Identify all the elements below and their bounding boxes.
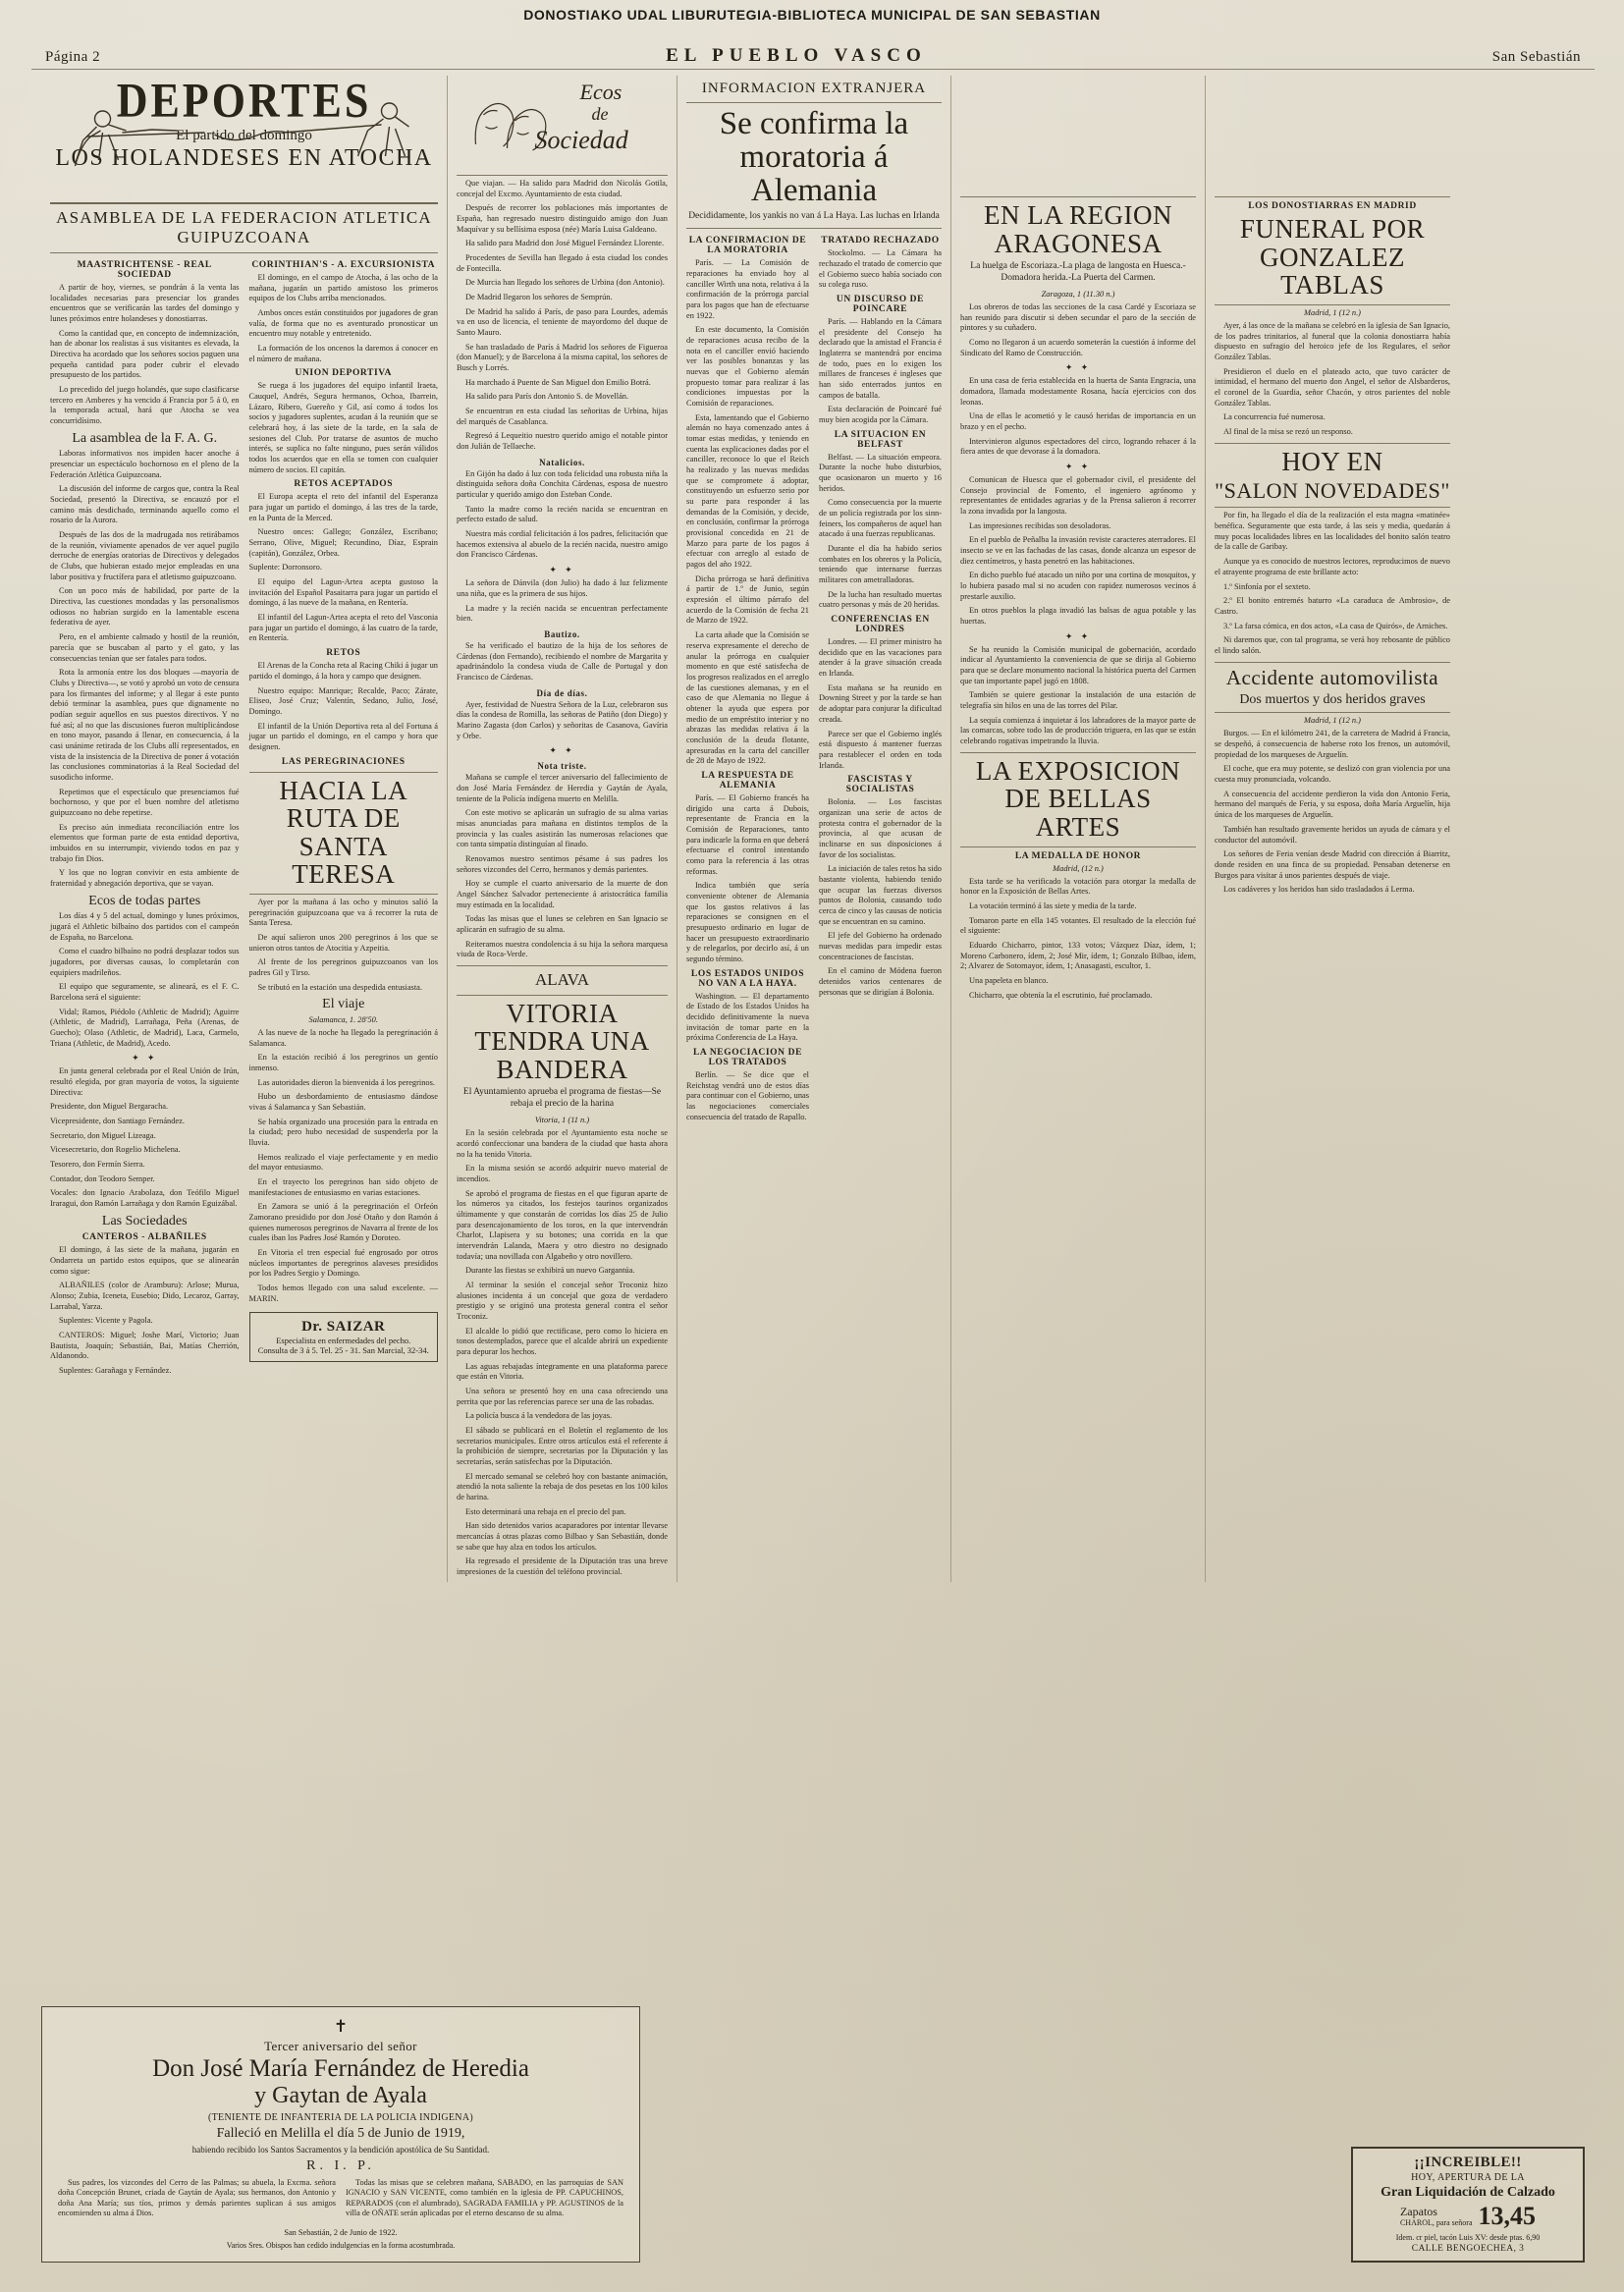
divider <box>1215 196 1450 197</box>
paragraph: En Gijón ha dado á luz con toda felicidad una robusta niña la distinguida señora doña Conchita Cárdenas, esposa de nuestro particular y querido amigo don Esteban Conde. <box>457 468 668 500</box>
paragraph: Comunican de Huesca que el gobernador civil, el presidente del Consejo provincial de Fomento, el ingeniero agrónomo y representantes de entidades agrarias y de la Prensa salieron á recorrer la zona invadida por la langosta. <box>960 475 1196 517</box>
paragraph: CANTEROS: Miguel; Joshe Marí, Victorio; Juan Bautista, Joaquín; Sebastián, Bai, Matías Cherrión, Aldanondo. <box>50 1331 240 1361</box>
city-label: San Sebastián <box>1491 49 1581 65</box>
paragraph: Al final de la misa se rezó un responso. <box>1223 426 1353 436</box>
paragraph: Una papeleta en blanco. <box>969 976 1049 986</box>
paper-title: EL PUEBLO VASCO <box>666 45 927 66</box>
svg-text:Ecos: Ecos <box>579 80 623 104</box>
col1-left <box>50 256 240 1381</box>
paragraph: Que viajan. — Ha salido para Madrid don Nicolás Gotila, concejal del Excmo. Ayuntamiento de esta ciudad. <box>457 179 668 198</box>
paragraph: Belfast. — La situación empeora. Durante la noche hubo disturbios, que ocasionaron un muerto y 16 heridos. <box>819 452 942 493</box>
paragraph: Suplente: Dorronsoro. <box>248 563 322 573</box>
paragraph: La formación de los oncenos la daremos á conocer en el número de mañana. <box>248 344 438 363</box>
ad-price: 13,45 <box>1478 2202 1537 2230</box>
divider <box>457 175 668 176</box>
column-1 <box>41 76 447 1582</box>
paragraph: ALBAÑILES (color de Aramburu): Arlose; Murua, Alonso; Zubia, Iceneta, Eusebio; Dido, Lecaroz, Garray, Larrabal, Yarza. <box>50 1281 240 1311</box>
obituary-name-line1: Don José María Fernández de Heredia <box>152 2055 529 2082</box>
accidente-headline: Accidente automovilista <box>1225 665 1439 689</box>
paragraph: Procedentes de Sevilla han llegado á esta ciudad los condes de Fontecilla. <box>457 253 668 273</box>
paragraph: Es preciso aún inmediata reconciliación entre los elementos que forman parte de esta entidad deportiva, imbuidos en su interrumpir, viviendo todos en paz y trabajo fin Dios. <box>50 822 240 863</box>
paragraph: Todas las misas que se celebren mañana, SABADO, en las parroquias de SAN IGNACIO y SAN VICENTE, como también en la iglesia de PP. CAPUCHINOS, REPARADOS (con el alumbrado), SAGRADA FAMILIA y PP. AGUSTINOS de la villa de OÑATE serán aplicadas por el eterno descanso de su alma. <box>346 2177 623 2218</box>
paragraph: Rota la armonía entre los dos bloques —mayoría de Clubs y Directiva—, se votó y aprobó un voto de censura para los firmantes del informe; y al llegar á este punto debió terminar la asamblea, pues que dignamente no podían seguir aquellos en sus puestos directivos. Y no fué así; al no que las discusiones fueron multiplicándose en tono mayor, pasando á llenar, en consecuencia, á la casi unánime retirada de los Clubs allí representados, en vista de la insistencia de la Directiva de poner á votación las conclusiones comminatorias á la Real Sociedad del susodicho informe. <box>50 668 240 782</box>
paragraph: Tomaron parte en ella 145 votantes. El resultado de la elección fué el siguiente: <box>960 915 1196 936</box>
paragraph: Las autoridades dieron la bienvenida á los peregrinos. <box>257 1077 435 1087</box>
subhead-bautizo: Bautizo. <box>544 628 580 639</box>
paragraph: El Arenas de la Concha reta al Racing Chiki á jugar un partido el domingo, á la hora y campo que designen. <box>248 661 438 681</box>
paragraph: Se aprobó el programa de fiestas en el que figuran aparte de los números ya citados, los festejos taurinos organizados últimamente y que constarán de corridas los días 25 de Julio para desencajonamiento de los toros, en la que intervendrán Charlot, Llapisera y su botones; una corrida en la que intervendrán Lalanda, Maera y otro diestro no designado todavía; una novillada con Algabeño y otro novillero. <box>457 1188 668 1261</box>
paragraph: En otros pueblos la plaga invadió las balsas de agua potable y las huertas. <box>960 606 1196 627</box>
paragraph: De aquí salieron unos 200 peregrinos á los que se unieron otros tantos de Atocitia y Azpeitia. <box>248 932 438 953</box>
paragraph: Suplentes: Vicente y Pagola. <box>59 1316 153 1326</box>
doctor-ad <box>249 1312 439 1362</box>
paragraph: 2.º El bonito entremés baturro «La caraduca de Ambrosio», de Castro. <box>1215 596 1450 616</box>
divider <box>1215 662 1450 663</box>
paragraph: Al terminar la sesión el concejal señor Troconiz hizo alusiones incidenta á un concejal que goza de verdadero prestigio y se originó una protesta general contra el señor Troconiz. <box>457 1280 668 1321</box>
dateline: Madrid, 1 (12 n.) <box>1304 307 1361 317</box>
paragraph: De Madrid ha salido á París, de paso para Lourdes, además va en uso de licencia, el teniente de mayordomo del duque de Santo Mauro. <box>457 306 668 338</box>
paragraph: El domingo, en el campo de Atocha, á las ocho de la mañana, jugarán un partido amistoso los primeros equipos de los Clubs arriba mencionados. <box>248 273 438 303</box>
paragraph: Berlín. — Se dice que el Reichstag vendrá uno de estos días para continuar con el Gobierno, unas las negociaciones comerciales consecuencia del tratado de Rapallo. <box>686 1070 809 1121</box>
paragraph: Después de las dos de la madrugada nos retirábamos de la reunión, viviamente apenados de ver aquel pugilo derroche de energías oratorias de Directivos y delegados de Clubs, que hubieran estado mejor empleadas en una labor positiva y fructífera para el atletismo guipuzcoano. <box>50 530 240 581</box>
subhead-respuesta-alemania: LA RESPUESTA DE ALEMANIA <box>701 770 794 791</box>
dateline: Zaragoza, 1 (11.30 n.) <box>1041 289 1115 299</box>
ecos-subheadline: Ecos de todas partes <box>88 893 201 908</box>
page-number: Página 2 <box>45 49 101 65</box>
paragraph: Mañana se cumple el tercer aniversario del fallecimiento de don José María Fernández de Heredia y Gaytán de Ayala, teniente de la Policía indígena muerto en Melilla. <box>457 773 668 803</box>
paragraph: Los cadáveres y los heridos han sido trasladados á Lerma. <box>1223 885 1415 895</box>
dateline: Madrid, 1 (12 n.) <box>1304 716 1361 726</box>
paragraph: Vocales: don Ignacio Arabolaza, don Teófilo Miguel Iraragui, don Ramón Larrañaga y don Ramón Eguizábal. <box>50 1188 240 1209</box>
divider <box>457 965 668 966</box>
paragraph: Y los que no logran convivir en esta ambiente de fraternidad y abnegación deportiva, que se vayan. <box>50 868 240 888</box>
paragraph: En Zamora se unió á la peregrinación el Orfeón Zamorano presidido por don José Otaño y don Ramón á quienes numerosos peregrinos de Navarra al frente de los cuales iban los Padres José Ramón y Doroteo. <box>248 1202 438 1243</box>
moratoria-deck: Decididamente, los yankis no van á La Haya. Las luchas en Irlanda <box>688 211 940 222</box>
ornament: ✦ ✦ <box>132 1053 158 1064</box>
dateline: Madrid, (12 n.) <box>1053 863 1104 873</box>
obituary-notice <box>41 2006 640 2263</box>
paragraph: Dicha prórroga se hará definitiva á partir de 1.º de Junio, según expresión el último párrafo del acuerdo de la Comisión de fecha 21 de Marzo de 1922. <box>686 573 809 626</box>
paragraph: Ayer por la mañana á las ocho y minutos salió la peregrinación guipuzcoana que va á recorrer la ruta de Santa Teresa. <box>248 897 438 928</box>
doctor-consult: Consulta de 3 á 5. Tel. 25 - 31. San Marcial, 32-34. <box>257 1345 429 1356</box>
obituary-name-line2: y Gaytan de Ayala <box>254 2083 427 2108</box>
columns-container <box>31 70 1595 1582</box>
paragraph: Repetimos que el espectáculo que presenciamos fué bochornoso, y que por el buen nombre del atletismo guipuzcoano no debe repetirse. <box>50 787 240 817</box>
paragraph: Nuestra más cordial felicitación á los padres, felicitación que hacemos extensiva al abuelo de la recién nacida, nuestro amigo don Francisco Cárdenas. <box>457 529 668 560</box>
divider <box>1215 507 1450 508</box>
paragraph: París. — El Gobierno francés ha dirigido una carta á Dubois, representante de Francia en la Comisión de Reparaciones, tanto para indicarle la forma en que deberá efectuarse el control intentando como para la referencia á las otras reformas. <box>686 792 809 876</box>
paragraph: En este documento, la Comisión de reparaciones acusa recibo de la nota en el canciller envió haciendo ver las posibles bonanzas y las nuevas que el Gobierno alemán propuesto tomar para realizar á las condiciones impuestas por la Comisión de reparaciones. <box>686 325 809 409</box>
column-madrid <box>1205 76 1459 1582</box>
paragraph: También se quiere gestionar la instalación de una estación de telegrafía sin hilos en una de las torres del Pilar. <box>960 690 1196 711</box>
paragraph: Han sido detenidos varios acaparadores por intentar llevarse mercancías á otras plazas como Bilbao y San Sebastián, donde se sabe que hay alza en todos los artículos. <box>457 1521 668 1552</box>
paragraph: Ayer, festividad de Nuestra Señora de la Luz, celebraron sus días la condesa de Romilla, las señoras de Patiño (don Diego) y Marino Zagasta (don Carlos) y señoritas de Casanova, Gavíria y Orbe. <box>457 699 668 740</box>
moratoria-headline: Se confirma la moratoria á Alemania <box>719 105 909 209</box>
paragraph: Se han trasladado de París á Madrid los señores de Figueroa (don Manuel); y de Barcelona á la misma capital, los señores de Busch y Lorrés. <box>457 342 668 373</box>
paragraph: Se ha reunido la Comisión municipal de gobernación, acordado indicar al Ayuntamiento la conveniencia de que se dirija al Gobierno para que se declare monumento nacional la histórica puerta del Carmen que tan importante papel jugó en 1808. <box>960 644 1196 685</box>
paragraph: A consecuencia del accidente perdieron la vida don Antonio Feria, hermano del marqués de Feria, y su esposa, doña María Arguelín, hija única de los marqueses de Arguelín. <box>1215 789 1450 820</box>
ad-address: CALLE BENGOECHEA, 3 <box>1411 2244 1525 2254</box>
foreign-two-col <box>686 232 942 1126</box>
foreign-left <box>686 232 809 1126</box>
paragraph: París. — Hablando en la Cámara el presidente del Consejo ha declarado que la amistad el Francia é Inglaterra se mantendrá por encima de todo, pues en lo exigen los millares de franceses é ingleses que han sido enterrados juntos en campos de batalla. <box>819 317 942 400</box>
subhead-dia-de-dias: Día de días. <box>536 687 588 698</box>
paragraph: Tanto la madre como la recién nacida se encuentran en perfecto estado de salud. <box>457 504 668 524</box>
divider <box>686 228 942 229</box>
paragraph: La policía busca á la vendedora de las joyas. <box>465 1411 613 1421</box>
divider <box>50 252 438 253</box>
paragraph: Después de recorrer los poblaciones más importantes de España, han regresado nuestro distinguido amigo don Juan Maquívar y su bellísima esposa (née) María Luisa Galdeano. <box>457 203 668 234</box>
paragraph: El Europa acepta el reto del infantil del Esperanza para jugar un partido el domingo, á las tres de la tarde, en la Punta de la Merced. <box>248 492 438 522</box>
paragraph: En el pueblo de Peñalba la invasión reviste caracteres aterradores. El insecto se ve en las fachadas de las casas, donde alcanza un espesor de diez centímetros, y hasta penetró en las habitaciones. <box>960 535 1196 566</box>
subhead-union-deportiva: UNION DEPORTIVA <box>295 368 392 379</box>
col1-two-column-body <box>50 256 438 1381</box>
obituary-footnote: Varios Sres. Obispos han cedido indulgencias en la forma acostumbrada. <box>226 2241 456 2250</box>
subhead-nota-triste: Nota triste. <box>537 761 587 772</box>
ornament: ✦ ✦ <box>1064 362 1092 373</box>
paragraph: El equipo que seguramente, se alineará, es el F. C. Barcelona será el siguiente: <box>50 982 240 1002</box>
paragraph: El coche, que era muy potente, se deslizó con gran violencia por una cuesta muy pronunciada, volcando. <box>1215 764 1450 785</box>
paragraph: En el trayecto los peregrinos han sido objeto de manifestaciones de entusiasmo en varias estaciones. <box>248 1177 438 1197</box>
paragraph: Londres. — El primer ministro ha decidido que en las vacaciones para atender á la grave situación creada en Irlanda. <box>819 637 942 679</box>
ad-product-detail: CHAROL, para señora <box>1399 2218 1473 2228</box>
paragraph: Nuestro equipo: Manrique; Recalde, Paco; Zárate, Eliseo, José Cruz; Valentín, Sedano, Julio, José, Domingo. <box>248 685 438 716</box>
paragraph: De Murcia han llegado los señores de Urbina (don Antonio). <box>465 278 665 288</box>
ornament: ✦ ✦ <box>549 745 575 756</box>
subhead-confirmacion: LA CONFIRMACION DE LA MORATORIA <box>688 236 807 256</box>
ad-line-1: ¡¡INCREIBLE!! <box>1414 2154 1522 2170</box>
paragraph: El alcalde lo pidió que rectificase, pero como lo hiciera en tonos destemplados, parece que el alcalde abrirá un expediente para depurar los hechos. <box>457 1326 668 1356</box>
doctor-name: Dr. SAIZAR <box>301 1319 386 1336</box>
paragraph: Renovamos nuestro sentimos pésame á sus padres los señores vizcondes del Cerro, hermanos y demás parientes. <box>457 853 668 874</box>
ad-line-3: Gran Liquidación de Calzado <box>1380 2184 1555 2200</box>
paragraph: Tesorero, don Fermín Sierra. <box>50 1160 145 1170</box>
subhead-maastricht: MAASTRICHTENSE - REAL SOCIEDAD <box>77 260 212 280</box>
paragraph: Chicharro, que obtenía la el escrutinio, fué proclamado. <box>969 990 1153 1000</box>
paragraph: En la estación recibió á los peregrinos un gentío inmenso. <box>248 1053 438 1073</box>
paragraph: Como no llegaron á un acuerdo someterán la cuestión á informe del Sindicato del Ramo de Construcción. <box>960 337 1196 357</box>
paragraph: Se ruega á los jugadores del equipo infantil Iraeta, Cauquel, Andrés, Segura hermanos, Ochoa, Ibarrein, Lázaro, Ribero, Guereño y Gil, así como á todos los socios y jugadores suplentes, acudan á la reunión que se celebrará hoy, á las siete de la tarde, en la sala de sesiones del Club. Por tratarse de asuntos de mucho interés, se suplica no falte ninguno, pues serán válidos todos los acuerdos que en ella se tomen con cualquier número de socios. El capitán. <box>248 381 438 474</box>
paragraph: 3.º La farsa cómica, en dos actos, «La casa de Quirós», de Arniches. <box>1223 621 1448 630</box>
paragraph: Suplentes: Garañaga y Fernández. <box>59 1366 172 1376</box>
paragraph: La carta añade que la Comisión se reserva expresamente el derecho de anular la prórroga en cualquier momento en que esté satisfecha de los progresos realizados en el arreglo de las cuestiones alemanas, y en el caso de que Alemania no llegue á obtener la ayuda que espera por medio de un empréstito interior y no abrazas las medidas relativa á la conclusión de la deuda flotante, apresuradas en la carta del canciller de 28 de Mayo de 1922. <box>686 630 809 766</box>
alava-section-head: ALAVA <box>534 969 590 989</box>
paragraph: Una señora se presentó hoy en una casa ofreciendo una perrita que por las referencias parece ser una de las robadas. <box>457 1387 668 1406</box>
paragraph: El infantil del Lagun-Artea acepta el reto del Vasconia para jugar un partido el domingo, á las cuatro de la tarde, en Rentería. <box>248 613 438 643</box>
divider <box>457 995 668 996</box>
paragraph: Esta tarde se ha verificado la votación para otorgar la medalla de honor en la Exposición de Bellas Artes. <box>960 876 1196 897</box>
subhead-discurso-poincare: UN DISCURSO DE POINCARE <box>836 295 925 314</box>
subhead-donostiarras-madrid: LOS DONOSTIARRAS EN MADRID <box>1248 201 1417 211</box>
masthead <box>31 39 1595 70</box>
paragraph: La madre y la recién nacida se encuentran perfectamente bien. <box>457 603 668 624</box>
subhead-retos-aceptados: RETOS ACEPTADOS <box>294 479 394 490</box>
paragraph: Stockolmo. — La Cámara ha rechazado el tratado de comercio que el Gobierno sueco había sociado con su colega ruso. <box>819 248 942 290</box>
paragraph: Nuestro onces: Gallego; González, Escribano; Serrano, Olive, Miguel; Recundino, Díaz, Esprain (capitán), González, Orbea. <box>248 527 438 558</box>
doctor-specialty: Especialista en enfermedades del pecho. <box>276 1336 411 1346</box>
funeral-headline: FUNERAL POR GONZALEZ TABLAS <box>1239 214 1426 300</box>
paragraph: Esto determinará una rebaja en el precio del pan. <box>465 1506 626 1516</box>
ornament: ✦ ✦ <box>1064 630 1092 641</box>
paragraph: Ha regresado el presidente de la Diputación tras una breve impresiones de la cuestión del teléfono provincial. <box>457 1556 668 1577</box>
sports-headline: LOS HOLANDESES EN ATOCHA <box>55 145 433 171</box>
obituary-death: Falleció en Melilla el día 5 de Junio de 1919, <box>216 2125 465 2141</box>
paragraph: Eduardo Chicharro, pintor, 133 votos; Vázquez Díaz, ídem, 1; Moreno Carbonero, ídem, 2; José Mir, ídem, 1; Gonzalo Bilbao, ídem, 2; Alvarez de Sotomayor, ídem, 1; Anasagasti, escultor, 1. <box>960 941 1196 971</box>
obituary-body <box>58 2178 623 2223</box>
paragraph: Burgos. — En el kilómetro 241, de la carretera de Madrid á Francia, se despeñó, á consecuencia de haberse roto los frenos, un automóvil, propiedad de los marqueses de Arguelín. <box>1215 729 1450 759</box>
vitoria-deck: El Ayuntamiento aprueba el programa de fiestas—Se rebaja el precio de la harina <box>462 1087 662 1110</box>
subhead-fascistas-socialistas: FASCISTAS Y SOCIALISTAS <box>845 775 915 795</box>
foreign-right <box>819 232 942 1126</box>
paragraph: Ha salido para Madrid don José Miguel Fernández Llorente. <box>465 239 665 248</box>
paragraph: La votación terminó á las siete y media de la tarde. <box>969 900 1137 910</box>
paragraph: Hubo un desbordamiento de entusiasmo dándose vivas á Salamanca y San Sebastián. <box>248 1092 438 1113</box>
viaje-subheadline: El viaje <box>322 997 365 1012</box>
paragraph: Pero, en el ambiente calmado y hostil de la reunión, parecía que se buscaban al parto y el gato, y las consecuencias tenían que ser fatales para todos. <box>50 632 240 663</box>
subhead-tratado-rechazado: TRATADO RECHAZADO <box>821 236 940 246</box>
paragraph: Washington. — El departamento de Estado de los Estados Unidos ha decidido definitivamente la nueva invitación de tomar parte en la próxima Conferencia de La Haya. <box>686 991 809 1043</box>
paragraph: Como la cantidad que, en concepto de indemnización, han de abonar los realistas á sus visitantes es elevada, la Directiva ha acordado que los señores socios paguen una pequeña cantidad para poder cubrir el elevado presupuesto de los partidos. <box>50 328 240 380</box>
paragraph: Sus padres, los vizcondes del Cerro de las Palmas; su abuela, la Excma. señora doña Concepción Brunet, criada de Gaytán de Ayala; sus hermanos, don Antonio y doña Ana María; sus tíos, primos y demás parientes suplican á sus amigos encomienden su alma á Dios. <box>58 2177 336 2218</box>
paragraph: En la sesión celebrada por el Ayuntamiento esta noche se acordó confeccionar una bandera de la ciudad que hasta ahora no la ha tenido Vitoria. <box>457 1128 668 1159</box>
paragraph: Se había organizado una procesión para la entrada en la ciudad; pero hubo necesidad de suspenderla por la lluvia. <box>248 1117 438 1148</box>
paragraph: Contador, don Teodoro Semper. <box>50 1173 155 1183</box>
divider <box>1215 304 1450 305</box>
paragraph: Indica también que sería conveniente obtener de Alemania que los gastos relativos á las reparaciones se consignen en el presupuesto ordinario en lugar de hacer un presupuesto extraordinario y de relegarlos, por decirlo así, á un segundo término. <box>686 881 809 963</box>
subhead-negociacion-tratados: LA NEGOCIACION DE LOS TRATADOS <box>692 1048 803 1067</box>
ornament: ✦ ✦ <box>549 565 575 575</box>
paragraph: Regresó á Lequeitio nuestro querido amigo el notable pintor don Julián de Tellaeche. <box>457 431 668 452</box>
fag-subheadline: La asamblea de la F. A. G. <box>72 430 218 446</box>
paragraph: La concurrencia fué numerosa. <box>1223 412 1326 422</box>
paragraph: Lo precedido del juego holandés, que supo clasificarse tercero en Amberes y ha vencido á Francia por 5 á 0, en la temporada actual, hará que Atocha se vea concurridísimo. <box>50 385 240 426</box>
newspaper-sheet <box>31 39 1595 2268</box>
paragraph: En junta general celebrada por el Real Unión de Irún, resultó elegida, por gran mayoría de votos, la siguiente Directiva: <box>50 1066 240 1097</box>
pilgrimage-headline: HACIA LA RUTA DE SANTA TERESA <box>279 775 408 890</box>
bellas-artes-headline: LA EXPOSICION DE BELLAS ARTES <box>975 755 1181 843</box>
paragraph: Todos hemos llegado con una salud excelente. — MARIN. <box>248 1283 438 1303</box>
subhead-retos: RETOS <box>326 648 361 659</box>
paragraph: Presidieron el duelo en el plateado acto, que tuvo carácter de intimidad, el hermano del muerto don Angel, el señor de Alsbarderos, el coronel de la Guardia, señor Chacón, y otros parientes del noble González Tablas. <box>1215 366 1450 408</box>
paragraph: Intervinieron algunos espectadores del circo, logrando rehacer á la fiera antes de que devorase á la domadora. <box>960 436 1196 457</box>
archive-banner: DONOSTIAKO UDAL LIBURUTEGIA-BIBLIOTECA MUNICIPAL DE SAN SEBASTIAN <box>523 7 1101 23</box>
paragraph: En el camino de Módena fueron detenidos varios centenares de personas que se dirigían á Bolonia. <box>819 966 942 997</box>
aragon-headline: EN LA REGION ARAGONESA <box>984 200 1172 258</box>
deportes-title: DEPORTES <box>116 74 372 128</box>
paragraph: Se tributó en la estación una despedida entusiasta. <box>257 982 422 992</box>
vitoria-headline: VITORIA TENDRA UNA BANDERA <box>474 998 650 1084</box>
svg-text:de: de <box>591 104 609 124</box>
paragraph: Hemos realizado el viaje perfectamente y en medio del mayor entusiasmo. <box>248 1152 438 1173</box>
paragraph: Ni daremos que, con tal programa, se verá hoy rebosante de público el lindo salón. <box>1215 635 1450 655</box>
paragraph: El mercado semanal se celebró hoy con bastante animación, atendió la nota saliente la rebaja de dos pesetas en los 100 kilos de harina. <box>457 1471 668 1502</box>
paragraph: Con este motivo se aplicarán un sufragio de su alma varias misas anunciadas para mañana en distintos templos de la provincia y las cuales asistirán las numerosas relaciones que con tanta simpatía distinguían al finado. <box>457 808 668 849</box>
paragraph: Durante el día ha habido serios combates en los obreros y la Policía, teniendo que internarse fuerzas militares con ametralladoras. <box>819 544 942 585</box>
paragraph: Aunque ya es conocido de nuestros lectores, reproducimos de nuevo el atrayente programa de este brillante acto: <box>1215 557 1450 576</box>
dateline: Salamanca, 1. 28'50. <box>308 1015 378 1025</box>
obituary-anniversary: Tercer aniversario del señor <box>264 2039 417 2053</box>
paragraph: También han resultado gravemente heridos un ayuda de cámara y el conductor del automóvil. <box>1215 824 1450 845</box>
subhead-natalicios: Natalicios. <box>539 457 585 467</box>
column-aragon <box>950 76 1205 1582</box>
assembly-headline: ASAMBLEA DE LA FEDERACION ATLETICA GUIPUZCOANA <box>56 208 432 246</box>
paragraph: A partir de hoy, viernes, se pondrán á la venta las localidades necesarias para presenciar los grandes encuentros que se verificarán las tardes del domingo y lunes próximos entre holandeses y donostiarras. <box>50 283 240 324</box>
subhead-medalla-honor: LA MEDALLA DE HONOR <box>1014 850 1142 861</box>
paragraph: De Madrid llegaron los señores de Semprún. <box>465 293 613 302</box>
paragraph: Laboras informativos nos impiden hacer anoche á presenciar un espectáculo bochornoso en el pleno de la Federación Atlética Guipuzcoana. <box>50 449 240 479</box>
paragraph: El equipo del Lagun-Artea acepta gustoso la invitación del Español Pasaitarra para jugar un partido el domingo, á las nueve de la mañana, en Rentería. <box>248 577 438 608</box>
divider <box>1215 712 1450 713</box>
sociedades-subheadline: Las Sociedades <box>101 1213 188 1228</box>
paragraph: En dicho pueblo fué atacado un niño por una cortina de mosquitos, y lo hubiera pasado mal si no acuden con rapidez numerosos vecinos á prestarle auxilio. <box>960 571 1196 601</box>
paragraph: Vidal; Ramos, Piédolo (Athletic de Madrid); Aguirre (Athletic, de Madrid), Larrañaga, Peña (Arenas, de Guecho); Olaso (Athletic, de Madrid), Laca, Carmelo, Triana (Athletic, de Madrid), Acedo. <box>50 1007 240 1048</box>
paragraph: Ha marchado á Puente de San Miguel don Emilio Botrá. <box>465 377 651 387</box>
paragraph: En Vitoria el tren especial fué engrosado por otros núcleos importantes de peregrinos alaveses presididos por los Padres Sergio y Domingo. <box>248 1248 438 1279</box>
paragraph: La sequía comienza á inquietar á los labradores de la mayor parte de las comarcas, sobre todo las de producción triguera, en las que se están celebrando rogativas impetrando la lluvia. <box>960 715 1196 746</box>
shoe-sale-ad[interactable] <box>1351 2147 1585 2263</box>
paragraph: El sábado se publicará en el Boletín el reglamento de los secretarios municipales. Entre otros artículos está el referente á la prohibición de siempre, secretarias por la Diputación y las secretarías, serán satisfechas por la Diputación. <box>457 1426 668 1467</box>
divider <box>960 752 1196 753</box>
paragraph: Con un poco más de habilidad, por parte de la Directiva, las cuestiones mondadas y las personalismos odiosos no habrían surgido en la lamentable escena federativa de ayer. <box>50 586 240 628</box>
paragraph: El jefe del Gobierno ha ordenado nuevas medidas para impedir estas concentraciones de fascistas. <box>819 931 942 961</box>
foreign-section-head: INFORMACION EXTRANJERA <box>701 81 927 96</box>
dateline: Vitoria, 1 (11 n.) <box>534 1116 590 1125</box>
paragraph: Los señores de Feria venían desde Madrid con dirección á Biarritz, donde residen en una finca de su propiedad. Pensaban detenerse en Burgos para visitar á unos parientes después de viaje. <box>1215 849 1450 880</box>
paragraph: Presidente, don Miguel Bergaracha. <box>50 1102 169 1112</box>
obituary-rip: R. I. P. <box>306 2157 375 2173</box>
paragraph: Ha salido para París don Antonio S. de Movellán. <box>465 392 629 402</box>
paragraph: 1.º Sinfonía por el sexteto. <box>1223 581 1311 591</box>
divider <box>249 772 439 773</box>
column-foreign-news <box>677 76 950 1582</box>
subhead-peregrinaciones: LAS PEREGRINACIONES <box>281 756 406 767</box>
paragraph: Reiteramos nuestra condolencia á su hija la señora marquesa viuda de Roca-Verde. <box>457 939 668 959</box>
cross-icon: ✝ <box>333 2017 349 2036</box>
paragraph: Ambos onces están constituidos por jugadores de gran valía, de forma que no es aventurado pronosticar un encuentro muy notable y entretenido. <box>248 308 438 339</box>
subhead-conferencias-londres: CONFERENCIAS EN LONDRES <box>831 615 930 635</box>
paragraph: Todas las misas que el lunes se celebren en San Ignacio se aplicarán en sufragio de su alma. <box>457 914 668 934</box>
svg-text:Sociedad: Sociedad <box>534 126 628 154</box>
subhead-belfast: LA SITUACION EN BELFAST <box>834 429 927 450</box>
divider <box>686 102 942 103</box>
sports-subtitle: El partido del domingo <box>176 128 312 143</box>
hoy-en-head: HOY EN <box>1281 446 1383 476</box>
paragraph: Ayer, á las once de la mañana se celebró en la iglesia de San Ignacio, de los padres trinitarios, al funeral que la colonia donostiarra había dispuesto en sufragio del heroico jefe de los Regulares, el señor González Tablas. <box>1215 320 1450 361</box>
paragraph: Durante las fiestas se exhibirá un nuevo Gargantúa. <box>465 1266 635 1276</box>
paragraph: Los días 4 y 5 del actual, domingo y lunes próximos, jugará el Athletic bilbaíno dos partidos con el campeón de España, no Barcelona. <box>50 911 240 942</box>
paragraph: Vicesecretario, don Rogelio Michelena. <box>50 1145 181 1155</box>
paragraph: Como consecuencia por la muerte de un policía registrada por los sinn-feiners, los compañeros de aquel han atacado á una fuerzas republicanas. <box>819 498 942 539</box>
column-ecos-sociedad <box>447 76 677 1582</box>
paragraph: La discusión del informe de cargos que, contra la Real Sociedad, presentó la Directiva, se encauzó por el camino más desdichado, terminando aquello como el rosario de la Aurora. <box>50 484 240 525</box>
paragraph: Esta declaración de Poincaré fué muy bien acogida por la Cámara. <box>819 405 942 425</box>
ecos-masthead <box>457 76 668 170</box>
paragraph: La señora de Dánvila (don Julio) ha dado á luz felizmente una niña, que es la primera de sus hijos. <box>457 578 668 598</box>
paragraph: Esta mañana se ha reunido en Downing Street y por la tarde se han de adoptar para conjurar la dificultad creada. <box>819 682 942 724</box>
paragraph: Los obreros de todas las secciones de la casa Cardé y Escoriaza se han reunido para discutir si deben secundar el paro de la sección de pintores y su cuñadero. <box>960 301 1196 333</box>
paragraph: Como el cuadro bilbaíno no podrá desplazar todos sus jugadores, por diversas causas, lo completarán con equipiers madrileños. <box>50 947 240 977</box>
paragraph: La iniciación de tales retos ha sido bastante violenta, habiendo tenido que ocupar las fuerzas diversos puntos de Bolonia, causando todo cerca de cinco y las causas de noticia que se encuentran en su camino. <box>819 864 942 926</box>
ad-product: Zapatos <box>1399 2204 1437 2218</box>
paragraph: Al frente de los peregrinos guipuzcoanos van los padres Gil y Tirso. <box>248 957 438 977</box>
paragraph: Parece ser que el Gobierno inglés está dispuesto á mantener fuerzas para restablecer el orden en toda Irlanda. <box>819 729 942 770</box>
divider <box>960 846 1196 847</box>
paragraph: Por fin, ha llegado el día de la realización el esta magna «matinée» benéfica. Seguramente que esta tarde, á las seis y media, quedarán á muy pocas localidades libres en las localidades del bonito salón teatro de la calle de Garibay. <box>1215 511 1450 552</box>
aragon-deck: La huelga de Escoriaza.-La plaga de langosta en Huesca.-Domadora herida.-La Puerta del Carmen. <box>970 261 1186 284</box>
paragraph: Se ha verificado el bautizo de la hija de los señores de Cárdenas (don Fernando), recibiendo el nombre de Margarita y apadrinándolo la condesa viuda de Calle de Portugal y don Francisco de Cárdenas. <box>457 640 668 682</box>
paragraph: En la misma sesión se acordó adquirir nuevo material de incendios. <box>457 1164 668 1183</box>
subhead-corinthians-real: CORINTHIAN'S - A. EXCURSIONISTA <box>251 260 436 270</box>
obituary-sacraments: habiendo recibido los Santos Sacramentos y la bendición apostólica de Su Santidad. <box>191 2144 490 2155</box>
ad-line-2: HOY, APERTURA DE LA <box>1411 2171 1525 2183</box>
paragraph: En una casa de feria establecida en la huerta de Santa Engracia, una domadora, llamada modestamente Rosana, hacía ejercicios con dos leonas. <box>960 376 1196 407</box>
paragraph: A las nueve de la noche ha llegado la peregrinación á Salamanca. <box>248 1028 438 1048</box>
subhead-eeuu-haya: LOS ESTADOS UNIDOS NO VAN A LA HAYA. <box>690 968 805 989</box>
divider <box>249 894 439 895</box>
subhead-canteros: CANTEROS - ALBAÑILES <box>81 1232 207 1243</box>
paragraph: El infantil de la Unión Deportiva reta al del Fortuna á jugar un partido el domingo, en el campo y hora que designen. <box>248 721 438 751</box>
paragraph: París. — La Comisión de reparaciones ha enviado hoy al canciller Wirth una nota, relativa á la confirmación de la prórroga parcial para los pagos que han de efectuarse en 1922. <box>686 258 809 320</box>
ad-price-row <box>1359 2202 1577 2231</box>
paragraph: De la lucha han resultado muertas cuatro personas y más de 20 heridas. <box>819 589 942 610</box>
obituary-signature: San Sebastián, 2 de Junio de 1922. <box>284 2228 398 2237</box>
sports-masthead <box>50 76 438 198</box>
accidente-deck: Dos muertos y dos heridos graves <box>1239 691 1426 707</box>
col1-right <box>249 256 439 1381</box>
paragraph: Bolonia. — Los fascistas organizan una serie de actos de protesta contra el gobernador de la provincia, al que acusan de inclinarse en sus disposiciones á favor de los socialistas. <box>819 797 942 859</box>
paragraph: Se encuentran en esta ciudad las señoritas de Urbina, hijas del marqués de Casablanca. <box>457 407 668 426</box>
paragraph: Vicepresidente, don Santiago Fernández. <box>50 1117 185 1126</box>
paragraph: Secretario, don Miguel Lizeaga. <box>50 1130 156 1140</box>
paragraph: Esta, lamentando que el Gobierno alemán no haya comenzado antes á tomar estas medidas, y teniendo en cuenta las explicaciones dadas por el canciller, reconoce lo que el Reich ha realizado y las nuevas medidas que se compromete á adoptar, constituyendo un esfuerzo serio por su parte para responder á las demandas de la Comisión, y decide, en conclusión, confirmar la prórroga provisional concedida en 21 de Marzo para parte de los pagos á efectuar con arreglo al estado de pagos del año 1922. <box>686 412 809 570</box>
paragraph: El domingo, á las siete de la mañana, jugarán en Ondarreta un partido estos equipos, que se alinearán como sigue: <box>50 1245 240 1276</box>
paragraph: Hoy se cumple el cuarto aniversario de la muerte de don Angel Sánchez Salvador perteneciente á aristocrática familia muy estimada en la localidad. <box>457 879 668 909</box>
ornament: ✦ ✦ <box>1064 462 1092 472</box>
paragraph: Las aguas rebajadas íntegramente en una plataforma parece que están en Vitoria. <box>457 1361 668 1382</box>
paragraph: Una de ellas le acometió y le causó heridas de importancia en un brazo y en el pecho. <box>960 411 1196 432</box>
paragraph: Las impresiones recibidas son desoladoras. <box>969 520 1111 530</box>
divider <box>50 202 438 204</box>
society-faces-illustration <box>457 76 668 170</box>
divider <box>1215 443 1450 444</box>
ad-line-6: Idem. cr piel, tacón Luis XV: desde ptas. 6,90 <box>1395 2233 1541 2242</box>
salon-novedades-head: "SALON NOVEDADES" <box>1215 478 1450 504</box>
obituary-rank: (TENIENTE DE INFANTERIA DE LA POLICIA INDIGENA) <box>208 2111 473 2123</box>
divider <box>960 196 1196 197</box>
